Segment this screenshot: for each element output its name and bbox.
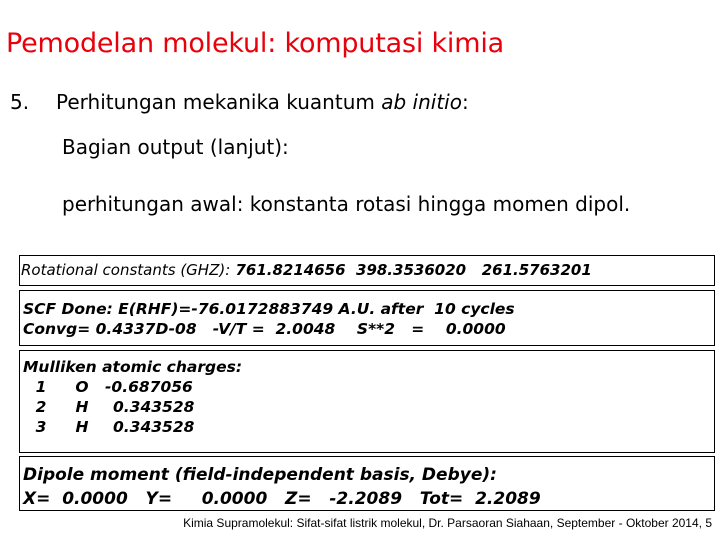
rotational-constants-box bbox=[19, 255, 715, 286]
mulliken-row bbox=[23, 417, 714, 437]
atom-index: 3 bbox=[35, 418, 47, 436]
mulliken-box bbox=[19, 350, 715, 453]
scf-box bbox=[19, 290, 715, 346]
mulliken-header: Mulliken atomic charges: bbox=[23, 358, 243, 376]
atom-charge: 0.343528 bbox=[113, 398, 195, 416]
atom-charge: -0.687056 bbox=[105, 378, 193, 396]
description: perhitungan awal: konstanta rotasi hingga momen dipol. bbox=[62, 192, 631, 216]
dipole-line-2: X= 0.0000 Y= 0.0000 Z= -2.2089 Tot= 2.2089 bbox=[23, 489, 541, 509]
atom-index: 2 bbox=[35, 398, 47, 416]
scf-line-1: SCF Done: E(RHF)=-76.0172883749 A.U. after 10 cycles bbox=[23, 300, 515, 318]
rotational-label: Rotational constants (GHZ): bbox=[21, 261, 231, 279]
atom-charge: 0.343528 bbox=[113, 418, 195, 436]
dipole-line-1: Dipole moment (field-independent basis, Debye): bbox=[23, 465, 497, 485]
dipole-box bbox=[19, 456, 715, 511]
slide-footer: Kimia Supramolekul: Sifat-sifat listrik molekul, Dr. Parsaoran Siahaan, September - Oktober 2014, 5 bbox=[183, 516, 712, 530]
atom-index: 1 bbox=[35, 378, 47, 396]
item-text-italic: ab initio bbox=[381, 90, 462, 114]
atom-symbol: H bbox=[75, 398, 89, 416]
item-text-prefix: Perhitungan mekanika kuantum bbox=[56, 90, 382, 114]
atom-symbol: H bbox=[75, 418, 89, 436]
numbered-item bbox=[10, 90, 469, 114]
atom-symbol: O bbox=[75, 378, 89, 396]
scf-line-2: Convg= 0.4337D-08 -V/T = 2.0048 S**2 = 0.0000 bbox=[23, 320, 506, 338]
mulliken-row bbox=[23, 377, 714, 397]
item-text-suffix: : bbox=[461, 90, 469, 114]
mulliken-row bbox=[23, 397, 714, 417]
slide-title: Pemodelan molekul: komputasi kimia bbox=[6, 28, 504, 59]
rotational-values: 761.8214656 398.3536020 261.5763201 bbox=[230, 261, 592, 279]
subheading: Bagian output (lanjut): bbox=[62, 135, 289, 159]
item-number: 5. bbox=[10, 90, 30, 114]
